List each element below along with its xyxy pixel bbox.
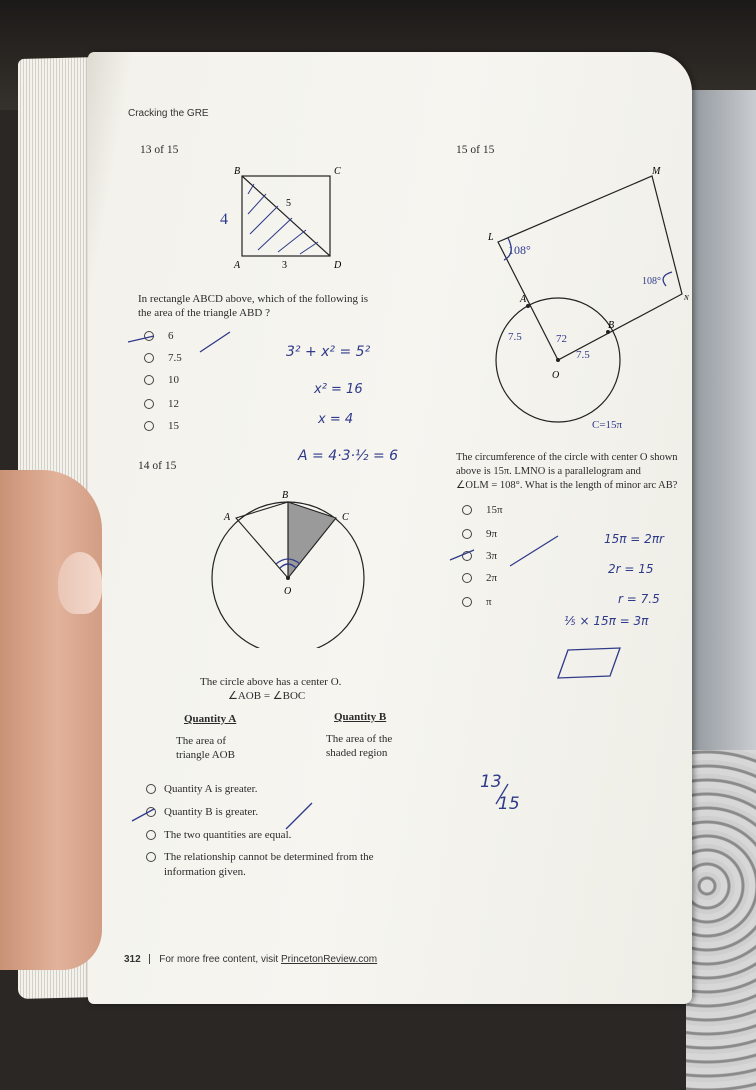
q15-label-n: N: [684, 294, 689, 302]
q15-label-b: B: [608, 320, 615, 331]
footer-link[interactable]: PrincetonReview.com: [280, 954, 378, 965]
q13-choice-b[interactable]: 7.5: [144, 352, 182, 364]
q15-label-o: O: [552, 370, 560, 381]
q14-stem-line1: The circle above has a center O.: [200, 676, 342, 688]
quantity-a-line2: triangle AOB: [176, 749, 235, 761]
q13-label-diagonal: 5: [286, 198, 291, 209]
q14-choice-d[interactable]: The relationship cannot be determined from the: [146, 851, 374, 863]
q14-label-c: C: [342, 512, 349, 523]
radio-icon[interactable]: [146, 852, 156, 862]
q14-choice-b[interactable]: Quantity B is greater.: [146, 806, 258, 818]
q15-pen-marks: [446, 528, 566, 568]
q13-label-b: B: [234, 166, 241, 177]
q15-choice-a[interactable]: 15π: [462, 504, 503, 516]
q14-label-a: A: [224, 512, 231, 523]
q13-label-bottom: 3: [282, 260, 287, 271]
q13-choice-c[interactable]: 10: [144, 374, 179, 386]
quantity-a-line1: The area of: [176, 735, 227, 747]
q13-question-line1: In rectangle ABCD above, which of the following is: [138, 293, 369, 305]
radio-icon[interactable]: [146, 784, 156, 794]
q15-hand-work3: r = 7.5: [618, 592, 660, 606]
q15-hand-work1: 15π = 2πr: [604, 532, 664, 546]
q14-number: 14 of 15: [138, 460, 177, 472]
q15-hand-r1: 7.5: [508, 331, 522, 343]
q13-hand-eq2: x² = 16: [314, 382, 363, 397]
quantity-b-line1: The area of the: [326, 733, 393, 745]
q15-label-a: A: [520, 294, 527, 305]
q15-choice-b[interactable]: 9π: [462, 528, 497, 540]
q15-label-m: M: [652, 166, 661, 177]
footer-text: For more free content, visit: [159, 954, 281, 965]
q13-label-c: C: [334, 166, 341, 177]
puzzle-mat: [686, 750, 756, 1090]
q13-hand-eq4: A = 4·3·½ = 6: [298, 448, 399, 464]
quantity-b-title: Quantity B: [334, 711, 387, 723]
q15-hand-angle: 72: [556, 333, 567, 345]
radio-icon[interactable]: [462, 573, 472, 583]
q15-choice-e[interactable]: π: [462, 596, 492, 608]
q15-hand-work2: 2r = 15: [608, 562, 654, 576]
radio-icon[interactable]: [144, 375, 154, 385]
q15-hand-parallelogram-sketch: [556, 646, 626, 682]
q14-stem-line2: ∠AOB = ∠BOC: [228, 690, 306, 702]
q13-label-a: A: [234, 260, 241, 271]
radio-icon[interactable]: [462, 505, 472, 515]
q15-hand-work4: ⅕ × 15π = 3π: [564, 614, 649, 628]
q15-choice-d[interactable]: 2π: [462, 572, 497, 584]
quantity-a-title: Quantity A: [184, 713, 237, 725]
q15-label-l: L: [488, 232, 494, 243]
q13-rectangle-diagram: [208, 164, 368, 274]
q15-choice-c[interactable]: 3π: [462, 550, 497, 562]
radio-icon[interactable]: [144, 421, 154, 431]
q15-circle-parallelogram-diagram: [486, 164, 692, 434]
q15-hand-angle-m: 108°: [642, 276, 661, 287]
q13-choice-d[interactable]: 12: [144, 398, 179, 410]
q14-pen-marks: [128, 797, 328, 833]
q15-hand-circumference: C=15π: [592, 419, 623, 431]
page-number: 312: [124, 954, 141, 965]
thumbnail: [58, 552, 102, 614]
score-denominator: 15: [498, 794, 520, 814]
q14-label-o: O: [284, 586, 292, 597]
q13-label-d: D: [334, 260, 342, 271]
q15-question-line3: ∠OLM = 108°. What is the length of minor arc AB?: [456, 480, 678, 491]
q14-label-b: B: [282, 490, 289, 501]
q13-pen-marks: [126, 326, 256, 356]
q13-choice-e[interactable]: 15: [144, 420, 179, 432]
q13-hand-side: 4: [220, 211, 228, 228]
q14-choice-c[interactable]: The two quantities are equal.: [146, 829, 291, 841]
q13-choice-a[interactable]: 6: [144, 330, 174, 342]
hand-thumb: [0, 470, 102, 970]
q13-question-line2: the area of the triangle ABD ?: [138, 307, 270, 319]
radio-icon[interactable]: [144, 399, 154, 409]
q13-hand-eq3: x = 4: [318, 412, 354, 427]
q15-question-line2: above is 15π. LMNO is a parallelogram and: [456, 466, 641, 477]
background-right: [686, 90, 756, 1008]
q15-question-line1: The circumference of the circle with center O shown: [456, 452, 678, 463]
q14-circle-diagram: [206, 488, 366, 648]
q13-hand-eq1: 3² + x² = 5²: [286, 344, 371, 360]
q14-choice-a[interactable]: Quantity A is greater.: [146, 783, 257, 795]
score-numerator: 13: [480, 772, 502, 792]
q15-number: 15 of 15: [456, 144, 495, 156]
quantity-b-line2: shaded region: [326, 747, 388, 759]
book-page: [88, 52, 692, 1004]
q15-hand-angle-l: 108°: [508, 243, 531, 257]
running-header: Cracking the GRE: [128, 108, 209, 119]
footer: [124, 954, 377, 965]
q13-number: 13 of 15: [140, 144, 179, 156]
q14-choice-d-line2: information given.: [164, 866, 246, 878]
q15-hand-r2: 7.5: [576, 349, 590, 361]
radio-icon[interactable]: [462, 597, 472, 607]
